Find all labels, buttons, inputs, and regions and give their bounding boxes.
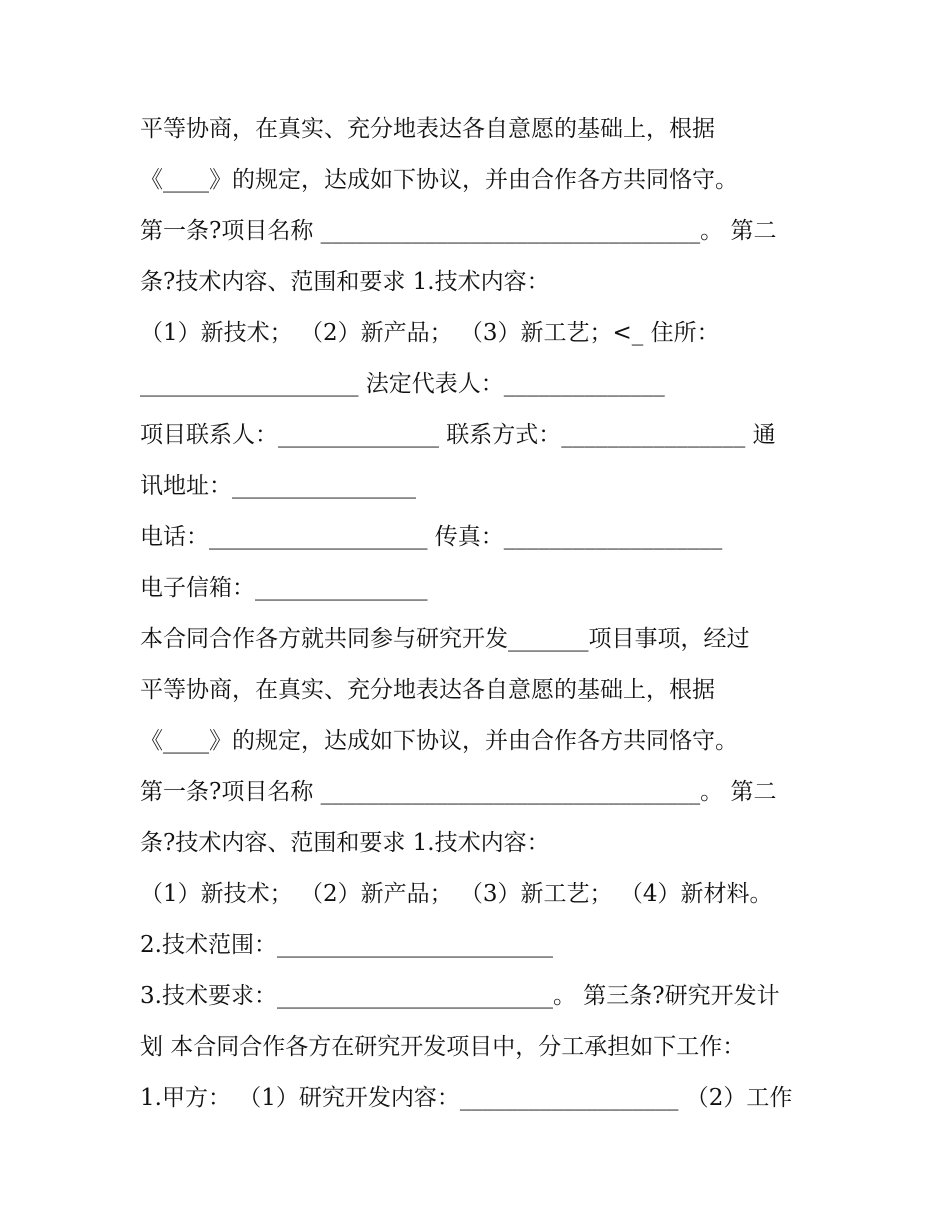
text-line: 平等协商，在真实、充分地表达各自意愿的基础上，根据	[140, 116, 715, 142]
text-line: 第一条?项目名称 _________________________________。 第二	[140, 779, 777, 805]
text-line: 2.技术范围：________________________	[140, 932, 553, 958]
text-line: （1）新技术； （2）新产品； （3）新工艺； （4）新材料。	[140, 881, 773, 907]
text-line: 3.技术要求：________________________。 第三条?研究开发计	[140, 983, 780, 1009]
text-line: 1.甲方： （1）研究开发内容：___________________ （2）工作	[140, 1085, 793, 1111]
text-line: 《____》的规定，达成如下协议，并由合作各方共同恪守。	[140, 728, 738, 754]
text-line: 电话：___________________ 传真：___________________	[140, 524, 723, 550]
text-line: 《____》的规定，达成如下协议，并由合作各方共同恪守。	[140, 167, 738, 193]
text-line: 条?技术内容、范围和要求 1.技术内容：	[140, 830, 550, 856]
text-line: （1）新技术； （2）新产品； （3）新工艺；<_ 住所：	[140, 320, 720, 346]
text-line: 讯地址：________________	[140, 473, 416, 499]
text-line: 第一条?项目名称 _________________________________。 第二	[140, 218, 777, 244]
text-line: 电子信箱：_______________	[140, 575, 428, 601]
text-line: 项目联系人：______________ 联系方式：________________ 通	[140, 422, 776, 448]
contract-text	[140, 104, 820, 1124]
text-line: 平等协商，在真实、充分地表达各自意愿的基础上，根据	[140, 677, 715, 703]
text-line: 条?技术内容、范围和要求 1.技术内容：	[140, 269, 550, 295]
text-line: 划 本合同合作各方在研究开发项目中，分工承担如下工作：	[140, 1034, 746, 1060]
text-line: 本合同合作各方就共同参与研究开发_______项目事项，经过	[140, 626, 750, 652]
text-line: ___________________ 法定代表人：______________	[140, 371, 665, 397]
